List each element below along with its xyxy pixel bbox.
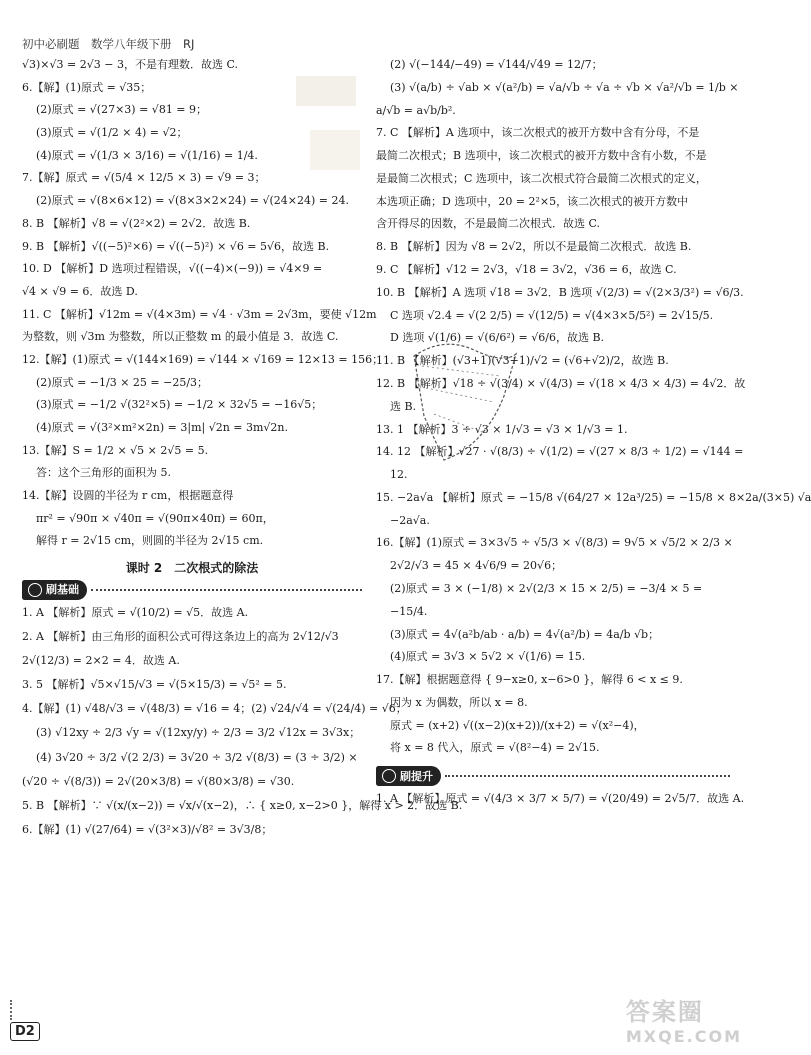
answer-line: 是最简二次根式；C 选项中，该二次根式符合最简二次根式的定义， <box>376 171 707 185</box>
line-spacer <box>22 298 362 308</box>
pen-badge-icon <box>28 583 42 597</box>
line-spacer <box>22 836 362 847</box>
answer-line: 答：这个三角形的面积为 5. <box>36 466 171 480</box>
answer-line: 7.【解】原式 = √(5/4 × 12/5 × 3) = √9 = 3； <box>22 171 266 185</box>
answer-line: 11. C 【解析】√12m = √(4×3m) = √4 · √3m = 2√3m，要使 √12m <box>22 307 377 321</box>
answer-line: 6.【解】(1)原式 = √35； <box>22 80 152 94</box>
answer-line: (4)原式 = 3√3 × 5√2 × √(1/6) = 15. <box>390 650 586 664</box>
dotted-rule <box>91 589 362 591</box>
answer-line: 原式 = (x+2) √((x−2)(x+2))/(x+2) = √(x²−4)， <box>390 718 645 732</box>
answer-line: 最简二次根式；B 选项中，该二次根式的被开方数中含有小数，不是 <box>376 149 707 163</box>
section-band-basic <box>22 580 362 600</box>
answer-line: −15/4. <box>390 604 428 618</box>
answer-line: 为整数，则 √3m 为整数，所以正整数 m 的最小值是 3．故选 C. <box>22 330 339 344</box>
answer-line: 13.【解】S = 1/2 × √5 × 2√5 = 5. <box>22 443 209 457</box>
answer-line: (4)原式 = √(1/3 × 3/16) = √(1/16) = 1/4. <box>36 148 258 162</box>
line-spacer <box>22 643 362 654</box>
line-spacer <box>22 412 362 422</box>
answer-line: (2)原式 = 3 × (−1/8) × 2√(2/3 × 15 × 2/5) = −3/4 × 5 = <box>390 581 703 595</box>
answer-line: 11. B 【解析】(√3+1)(√3+1)/√2 = (√6+√2)/2，故选 B. <box>376 354 669 368</box>
line-spacer <box>22 691 362 702</box>
line-spacer <box>22 71 362 81</box>
answer-line: 10. B 【解析】A 选项 √18 = 3√2．B 选项 √(2/3) = √(2×3/3²) = √6/3. <box>376 285 744 299</box>
answer-line: (3) √(a/b) ÷ √ab × √(a²/b) = √a/√b ÷ √a ÷ √b × √a²/√b = 1/b × <box>390 80 739 94</box>
line-spacer <box>376 709 730 719</box>
answer-line: 2. A 【解析】由三角形的面积公式可得这条边上的高为 2√12/√3 <box>22 629 339 643</box>
line-spacer <box>376 481 730 491</box>
answer-line: (2)原式 = √(27×3) = √81 = 9； <box>36 103 208 117</box>
line-spacer <box>22 525 362 535</box>
answer-line: 8. B 【解析】√8 = √(2²×2) = 2√2．故选 B. <box>22 216 251 230</box>
line-spacer <box>22 764 362 775</box>
line-spacer <box>22 207 362 217</box>
line-spacer <box>22 253 362 263</box>
line-spacer <box>376 805 730 811</box>
answer-line: 3. 5 【解析】√5×√15/√3 = √(5×15/3) = √5² = 5. <box>22 678 287 692</box>
answer-line: 4.【解】(1) √48/√3 = √(48/3) = √16 = 4；(2) √24/√4 = √(24/4) = √6； <box>22 702 407 716</box>
line-spacer <box>376 550 730 560</box>
answer-line: C 选项 √2.4 = √(2 2/5) = √(12/5) = √(4×3×5/5²) = 2√15/5. <box>390 308 714 322</box>
scribble-mark <box>404 336 522 464</box>
line-spacer <box>376 527 730 537</box>
page-header: 初中必刷题 数学八年级下册 RJ <box>22 37 195 51</box>
answer-line: (2)原式 = √(8×6×12) = √(8×3×2×24) = √(24×24) = 24. <box>36 194 349 208</box>
answer-line: (3)原式 = 4√(a²b/ab · a/b) = 4√(a²/b) = 4a/b √b； <box>390 627 660 641</box>
line-spacer <box>376 664 730 674</box>
answer-line: 15. −2a√a 【解析】原式 = −15/8 √(64/27 × 12a³/25) = −15/8 × 8×2a/(3×5) √a <box>376 490 811 504</box>
line-spacer <box>22 457 362 467</box>
answer-line: (2)原式 = −1/3 × 25 = −25/3； <box>36 375 209 389</box>
dotted-rule <box>445 775 730 777</box>
left-answer-list <box>22 58 384 557</box>
answer-line: πr² = √90π × √40π = √(90π×40π) = 60π， <box>36 511 274 525</box>
line-spacer <box>22 366 362 376</box>
answer-line: (4) 3√20 ÷ 3/2 √(2 2/3) = 3√20 ÷ 3/2 √(8/3) = (3 ÷ 3/2) × <box>36 750 358 764</box>
line-spacer <box>22 788 362 799</box>
right-answer-list-2 <box>376 792 745 811</box>
watermark: 答案圈 MXQE.COM <box>625 998 742 1046</box>
line-spacer <box>22 502 362 512</box>
line-spacer <box>376 618 730 628</box>
line-spacer <box>22 619 362 630</box>
section-title: 课时 2 二次根式的除法 <box>125 561 259 576</box>
band-label: 刷基础 <box>22 580 87 600</box>
answer-line: (4)原式 = √(3²×m²×2n) = 3|m| √2n = 3m√2n. <box>36 421 289 434</box>
line-spacer <box>376 140 730 150</box>
line-spacer <box>22 139 362 149</box>
line-spacer <box>22 667 362 678</box>
line-spacer <box>22 230 362 240</box>
line-spacer <box>376 299 730 309</box>
answer-line: 5. B 【解析】∵ √(x/(x−2)) = √x/√(x−2)，∴ { x≥0, x−2>0 }，解得 x > 2．故选 B. <box>22 799 463 813</box>
answer-line: a/√b = a√b/b². <box>376 103 456 117</box>
line-spacer <box>376 276 730 286</box>
answer-line: 选 B. <box>390 399 417 413</box>
answer-line: 12.【解】(1)原式 = √(144×169) = √144 × √169 = 12×13 = 156； <box>22 352 384 366</box>
answer-line: 17.【解】根据题意得 { 9−x≥0, x−6>0 }，解得 6 < x ≤ 9. <box>376 673 683 687</box>
pen-badge-icon <box>382 769 396 783</box>
line-spacer <box>22 321 362 331</box>
answer-line: 因为 x 为偶数，所以 x = 8. <box>390 695 528 709</box>
line-spacer <box>376 231 730 241</box>
line-spacer <box>376 595 730 605</box>
answer-line: 含开得尽的因数，不是最简二次根式．故选 C. <box>376 217 601 231</box>
answer-line: (3)原式 = √(1/2 × 4) = √2； <box>36 126 188 140</box>
line-spacer <box>376 185 730 195</box>
line-spacer <box>376 732 730 742</box>
answer-line: D 选项 √(1/6) = √(6/6²) = √6/6，故选 B. <box>390 331 605 345</box>
line-spacer <box>22 740 362 751</box>
line-spacer <box>22 185 362 195</box>
line-spacer <box>376 94 730 104</box>
answer-line: 10. D 【解析】D 选项过程错误，√((−4)×(−9)) = √4×9 = <box>22 262 323 276</box>
line-spacer <box>22 715 362 726</box>
answer-line: 1. A 【解析】原式 = √(10/2) = √5．故选 A. <box>22 605 249 619</box>
answer-line: √4 × √9 = 6．故选 D. <box>22 284 138 298</box>
answer-line: 9. C 【解析】√12 = 2√3，√18 = 3√2，√36 = 6，故选 C. <box>376 263 677 277</box>
line-spacer <box>22 434 362 444</box>
line-spacer <box>22 389 362 399</box>
line-spacer <box>22 343 362 353</box>
answer-line: 16.【解】(1)原式 = 3×3√5 ÷ √5/3 × √(8/3) = 9√5 × √5/2 × 2/3 × <box>376 536 733 550</box>
line-spacer <box>22 812 362 823</box>
line-spacer <box>22 162 362 172</box>
line-spacer <box>376 117 730 127</box>
answer-line: 本选项正确；D 选项中，20 = 2²×5，该二次根式的被开方数中 <box>376 194 689 208</box>
line-spacer <box>376 71 730 81</box>
line-spacer <box>22 275 362 285</box>
answer-line: 14.【解】设圆的半径为 r cm，根据题意得 <box>22 489 234 503</box>
answer-line: (3) √12xy ÷ 2/3 √y = √(12xy/y) ÷ 2/3 = 3/2 √12x = 3√3x； <box>36 726 361 740</box>
answer-line: 12. <box>390 468 408 482</box>
band-label: 刷提升 <box>376 766 441 786</box>
answer-line: 解得 r = 2√15 cm，则圆的半径为 2√15 cm. <box>36 534 264 548</box>
line-spacer <box>22 548 362 558</box>
answer-line: 12. B 【解析】√18 ÷ √(3/4) × √(4/3) = √(18 × 4/3 × 4/3) = 4√2．故 <box>376 376 746 390</box>
answer-line: 9. B 【解析】√((−5)²×6) = √((−5)²) × √6 = 5√6，故选 B. <box>22 239 330 253</box>
line-spacer <box>376 572 730 582</box>
line-spacer <box>376 253 730 263</box>
answer-line: 7. C 【解析】A 选项中，该二次根式的被开方数中含有分母，不是 <box>376 126 700 140</box>
line-spacer <box>376 755 730 765</box>
page-number: D2 <box>10 1022 40 1041</box>
answer-line: 将 x = 8 代入，原式 = √(8²−4) = 2√15. <box>390 741 600 755</box>
answer-line: 14. 12 【解析】√27 · √(8/3) ÷ √(1/2) = √(27 × 8/3 ÷ 1/2) = √144 = <box>376 445 744 459</box>
line-spacer <box>376 504 730 514</box>
line-spacer <box>22 480 362 490</box>
line-spacer <box>376 322 730 332</box>
answer-line: 1. A 【解析】原式 = √(4/3 × 3/7 × 5/7) = √(20/49) = 2√5/7．故选 A. <box>376 792 745 806</box>
answer-line: −2a√a. <box>390 513 430 527</box>
line-spacer <box>22 117 362 127</box>
answer-line: (2) √(−144/−49) = √144/√49 = 12/7； <box>390 58 603 71</box>
answer-line: 13. 1 【解析】3 ÷ √3 × 1/√3 = √3 × 1/√3 = 1. <box>376 422 628 436</box>
answer-line: √3)×√3 = 2√3 − 3，不是有理数．故选 C. <box>22 58 238 71</box>
answer-line: (√20 ÷ √(8/3)) = 2√(20×3/8) = √(80×3/8) = √30. <box>22 774 295 788</box>
answer-line: 2√(12/3) = 2×2 = 4．故选 A. <box>22 653 180 667</box>
section-band-advanced <box>376 766 730 786</box>
line-spacer <box>376 686 730 696</box>
line-spacer <box>376 162 730 172</box>
line-spacer <box>376 641 730 651</box>
margin-dots <box>10 1000 18 1020</box>
answer-line: 2√2/√3 = 45 × 4√6/9 = 20√6； <box>390 559 563 573</box>
answer-line: (3)原式 = −1/2 √(32²×5) = −1/2 × 32√5 = −16√5； <box>36 398 323 412</box>
answer-line: 8. B 【解析】因为 √8 = 2√2，所以不是最简二次根式．故选 B. <box>376 240 692 254</box>
line-spacer <box>22 94 362 104</box>
answer-line: 6.【解】(1) √(27/64) = √(3²×3)/√8² = 3√3/8； <box>22 823 273 837</box>
